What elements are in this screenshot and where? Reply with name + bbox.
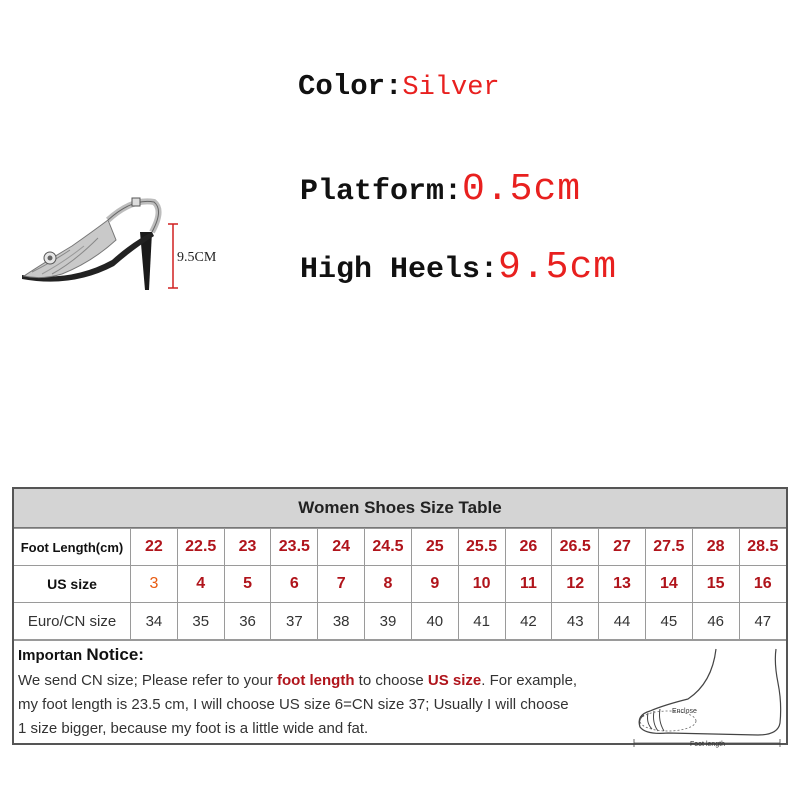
size-grid [14, 528, 786, 640]
notice-text-part: to choose [354, 672, 428, 689]
table-cell: 11 [505, 566, 552, 603]
table-cell: 26 [505, 529, 552, 566]
table-cell: 35 [177, 603, 224, 640]
table-cell: 28 [692, 529, 739, 566]
platform-value: 0.5cm [462, 168, 582, 211]
size-table [12, 487, 788, 748]
table-cell: 23 [224, 529, 271, 566]
table-cell: 37 [271, 603, 318, 640]
table-cell: 43 [552, 603, 599, 640]
table-cell: 13 [599, 566, 646, 603]
platform-spec [300, 168, 581, 211]
table-cell: 38 [318, 603, 365, 640]
notice-line-2: my foot length is 23.5 cm, I will choose US size 6=CN size 37; Usually I will choose [18, 696, 569, 713]
notice-heading [18, 645, 144, 665]
heels-value: 9.5cm [498, 246, 618, 289]
table-cell: 27 [599, 529, 646, 566]
table-row [14, 529, 786, 566]
table-cell: 6 [271, 566, 318, 603]
row-header: Euro/CN size [14, 603, 131, 640]
platform-label: Platform: [300, 175, 463, 209]
table-cell: 16 [739, 566, 786, 603]
size-table-title: Women Shoes Size Table [14, 489, 786, 528]
table-cell: 24 [318, 529, 365, 566]
notice-section [14, 640, 786, 752]
heels-label: High Heels: [300, 253, 499, 287]
notice-text [18, 669, 628, 741]
enclose-label: Enclose [672, 708, 697, 715]
notice-text-part: . For example, [481, 672, 578, 689]
table-cell: 8 [365, 566, 412, 603]
color-label: Color: [298, 70, 403, 103]
table-cell: 44 [599, 603, 646, 640]
table-cell: 47 [739, 603, 786, 640]
table-cell: 42 [505, 603, 552, 640]
table-cell: 39 [365, 603, 412, 640]
table-cell: 28.5 [739, 529, 786, 566]
notice-heading-word: Notice: [86, 645, 144, 664]
table-cell: 22 [131, 529, 178, 566]
table-cell: 15 [692, 566, 739, 603]
table-cell: 7 [318, 566, 365, 603]
table-cell: 4 [177, 566, 224, 603]
foot-diagram [628, 643, 786, 749]
table-cell: 40 [411, 603, 458, 640]
us-size-highlight: US size [427, 672, 482, 689]
table-cell: 46 [692, 603, 739, 640]
table-cell: 14 [645, 566, 692, 603]
row-header: US size [14, 566, 131, 603]
table-row [14, 603, 786, 640]
table-cell: 26.5 [552, 529, 599, 566]
table-cell: 5 [224, 566, 271, 603]
table-cell: 24.5 [365, 529, 412, 566]
color-value: Silver [402, 73, 500, 103]
table-cell: 27.5 [645, 529, 692, 566]
table-cell: 41 [458, 603, 505, 640]
table-cell: 25 [411, 529, 458, 566]
table-cell: 23.5 [271, 529, 318, 566]
row-header: Foot Length(cm) [14, 529, 131, 566]
table-cell: 3 [131, 566, 178, 603]
notice-heading-prefix: Importan [18, 647, 87, 664]
foot-length-label: Foot length [690, 741, 726, 748]
heels-spec [300, 246, 617, 289]
table-cell: 12 [552, 566, 599, 603]
table-row [14, 566, 786, 603]
notice-line-3: 1 size bigger, because my foot is a little wide and fat. [18, 720, 369, 737]
table-cell: 25.5 [458, 529, 505, 566]
heel-height-label: 9.5CM [177, 250, 217, 265]
notice-line-1 [18, 669, 628, 693]
table-cell: 22.5 [177, 529, 224, 566]
table-cell: 36 [224, 603, 271, 640]
shoe-image [12, 180, 172, 300]
color-spec [298, 70, 500, 103]
table-cell: 10 [458, 566, 505, 603]
foot-length-highlight: foot length [277, 672, 355, 689]
notice-text-part: We send CN size; Please refer to your [18, 672, 277, 689]
table-cell: 45 [645, 603, 692, 640]
table-cell: 34 [131, 603, 178, 640]
table-cell: 9 [411, 566, 458, 603]
